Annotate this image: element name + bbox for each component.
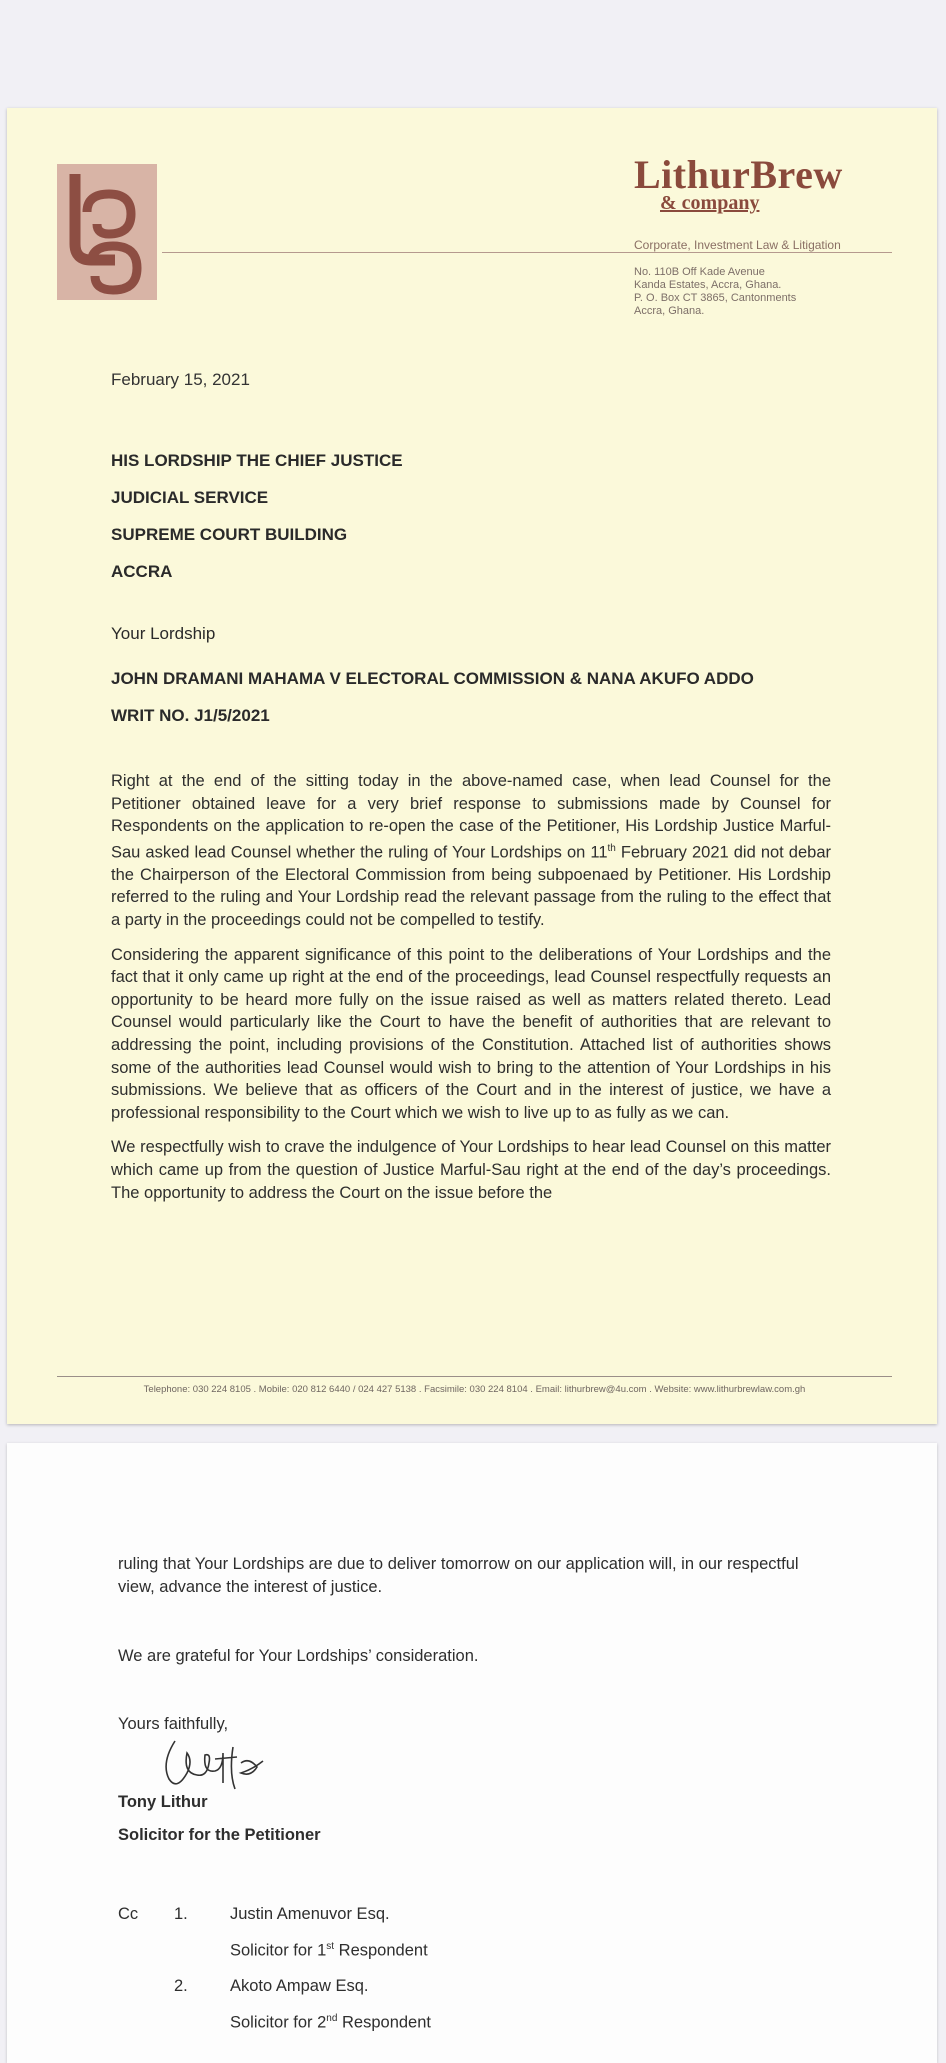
address-line: Kanda Estates, Accra, Ghana. [634, 279, 782, 291]
cc-number: 1. [174, 1905, 188, 1923]
cc-number: 2. [174, 1977, 188, 1995]
brand-tagline: Corporate, Investment Law & Litigation [634, 238, 841, 252]
writ-number: WRIT NO. J1/5/2021 [111, 706, 270, 725]
continuation-paragraph: ruling that Your Lordships are due to deliver tomorrow on our application will, in our respectful view, advance the interest of justice. [118, 1555, 799, 1596]
ordinal-suffix: nd [326, 2013, 338, 2024]
handwritten-signature [157, 1733, 277, 1798]
salutation: Your Lordship [111, 624, 216, 643]
brand-sub: & company [660, 192, 760, 214]
signatory-title: Solicitor for the Petitioner [118, 1826, 321, 1844]
closing-line: Yours faithfully, [118, 1715, 229, 1733]
case-title: JOHN DRAMANI MAHAMA V ELECTORAL COMMISSION & NANA AKUFO ADDO [111, 669, 754, 688]
letterhead-footer: Telephone: 030 224 8105 . Mobile: 020 812 6440 / 024 427 5138 . Facsimile: 030 224 8104 . Email: lithurbrew@4u.com . Website: www.lithurbrewlaw.com.gh [143, 1384, 806, 1395]
cc-name: Akoto Ampaw Esq. [230, 1977, 369, 1995]
paragraph-1 [111, 770, 831, 932]
address-line: No. 110B Off Kade Avenue [634, 266, 765, 278]
cc-role [230, 2013, 431, 2033]
cc-name: Justin Amenuvor Esq. [230, 1905, 390, 1923]
brand-block [634, 154, 894, 215]
cc-role-part-a: Solicitor for 1 [230, 1941, 327, 1960]
lb-monogram-icon [57, 164, 157, 300]
ordinal-suffix: th [607, 842, 616, 854]
brand-name: LithurBrew [634, 152, 843, 197]
recipient-line: ACCRA [111, 562, 173, 581]
signature-icon [157, 1733, 277, 1793]
header-rule [162, 252, 892, 253]
cc-role [230, 1941, 428, 1961]
recipient-block [111, 442, 403, 590]
firm-logo [57, 164, 157, 300]
letter-date: February 15, 2021 [111, 370, 250, 389]
signatory-name: Tony Lithur [118, 1793, 208, 1811]
paragraph-3: We respectfully wish to crave the indulgence of Your Lordships to hear lead Counsel on this matter which came up from the question of Justice Marful-Sau right at the end of the day’s proceedings. The opportunity to address the Court on the issue before the [111, 1138, 831, 1202]
ordinal-suffix: st [326, 1941, 335, 1952]
cc-role-part-b: Respondent [334, 1941, 428, 1960]
footer-rule [57, 1376, 892, 1377]
cc-role-part-b: Respondent [337, 2013, 431, 2032]
recipient-line: SUPREME COURT BUILDING [111, 525, 348, 544]
recipient-line: HIS LORDSHIP THE CHIEF JUSTICE [111, 451, 403, 470]
paragraph-2: Considering the apparent significance of this point to the deliberations of Your Lordships and the fact that it only came up right at the end of the proceedings, lead Counsel respectfully requests an opportunity to be heard more fully on the issue raised as well as matters related thereto. Lead Counsel would particularly like the Court to have the benefit of authorities that are relevant to addressing the point, including provisions of the Constitution. Attached list of authorities shows some of the authorities lead Counsel would wish to bring to the attention of Your Lordships in his submissions. We believe that as officers of the Court and in the interest of justice, we have a professional responsibility to the Court which we wish to live up to as fully as we can. [111, 945, 831, 1122]
cc-label: Cc [118, 1905, 139, 1923]
thanks-line: We are grateful for Your Lordships’ consideration. [118, 1647, 479, 1665]
firm-address [634, 266, 796, 318]
recipient-line: JUDICIAL SERVICE [111, 488, 269, 507]
cc-role-part-a: Solicitor for 2 [230, 2013, 327, 2032]
paragraph-1-part-a: Right at the end of the sitting today in the above-named case, when lead Counsel for the Petitioner obtained leave for a very brief response to submissions made by Counsel for Respondents on the application to re-open the case of the Petitioner, His Lordship Justice Marful-Sau asked lead Counsel whether the ruling of Your Lordships on 11 [111, 772, 831, 862]
letter-page-1 [7, 108, 937, 1424]
letter-body [111, 770, 831, 1216]
paragraph-1-part-b: February 2021 did not debar the Chairperson of the Electoral Commission from being subpoenaed by Petitioner. His Lordship referred to the ruling and Your Lordship read the relevant passage from the ruling to the effect that a party in the proceedings could not be compelled to testify. [111, 843, 832, 930]
address-line: P. O. Box CT 3865, Cantonments [634, 292, 797, 304]
letter-page-2 [7, 1443, 937, 2063]
subject-block [111, 660, 754, 734]
address-line: Accra, Ghana. [634, 305, 705, 317]
